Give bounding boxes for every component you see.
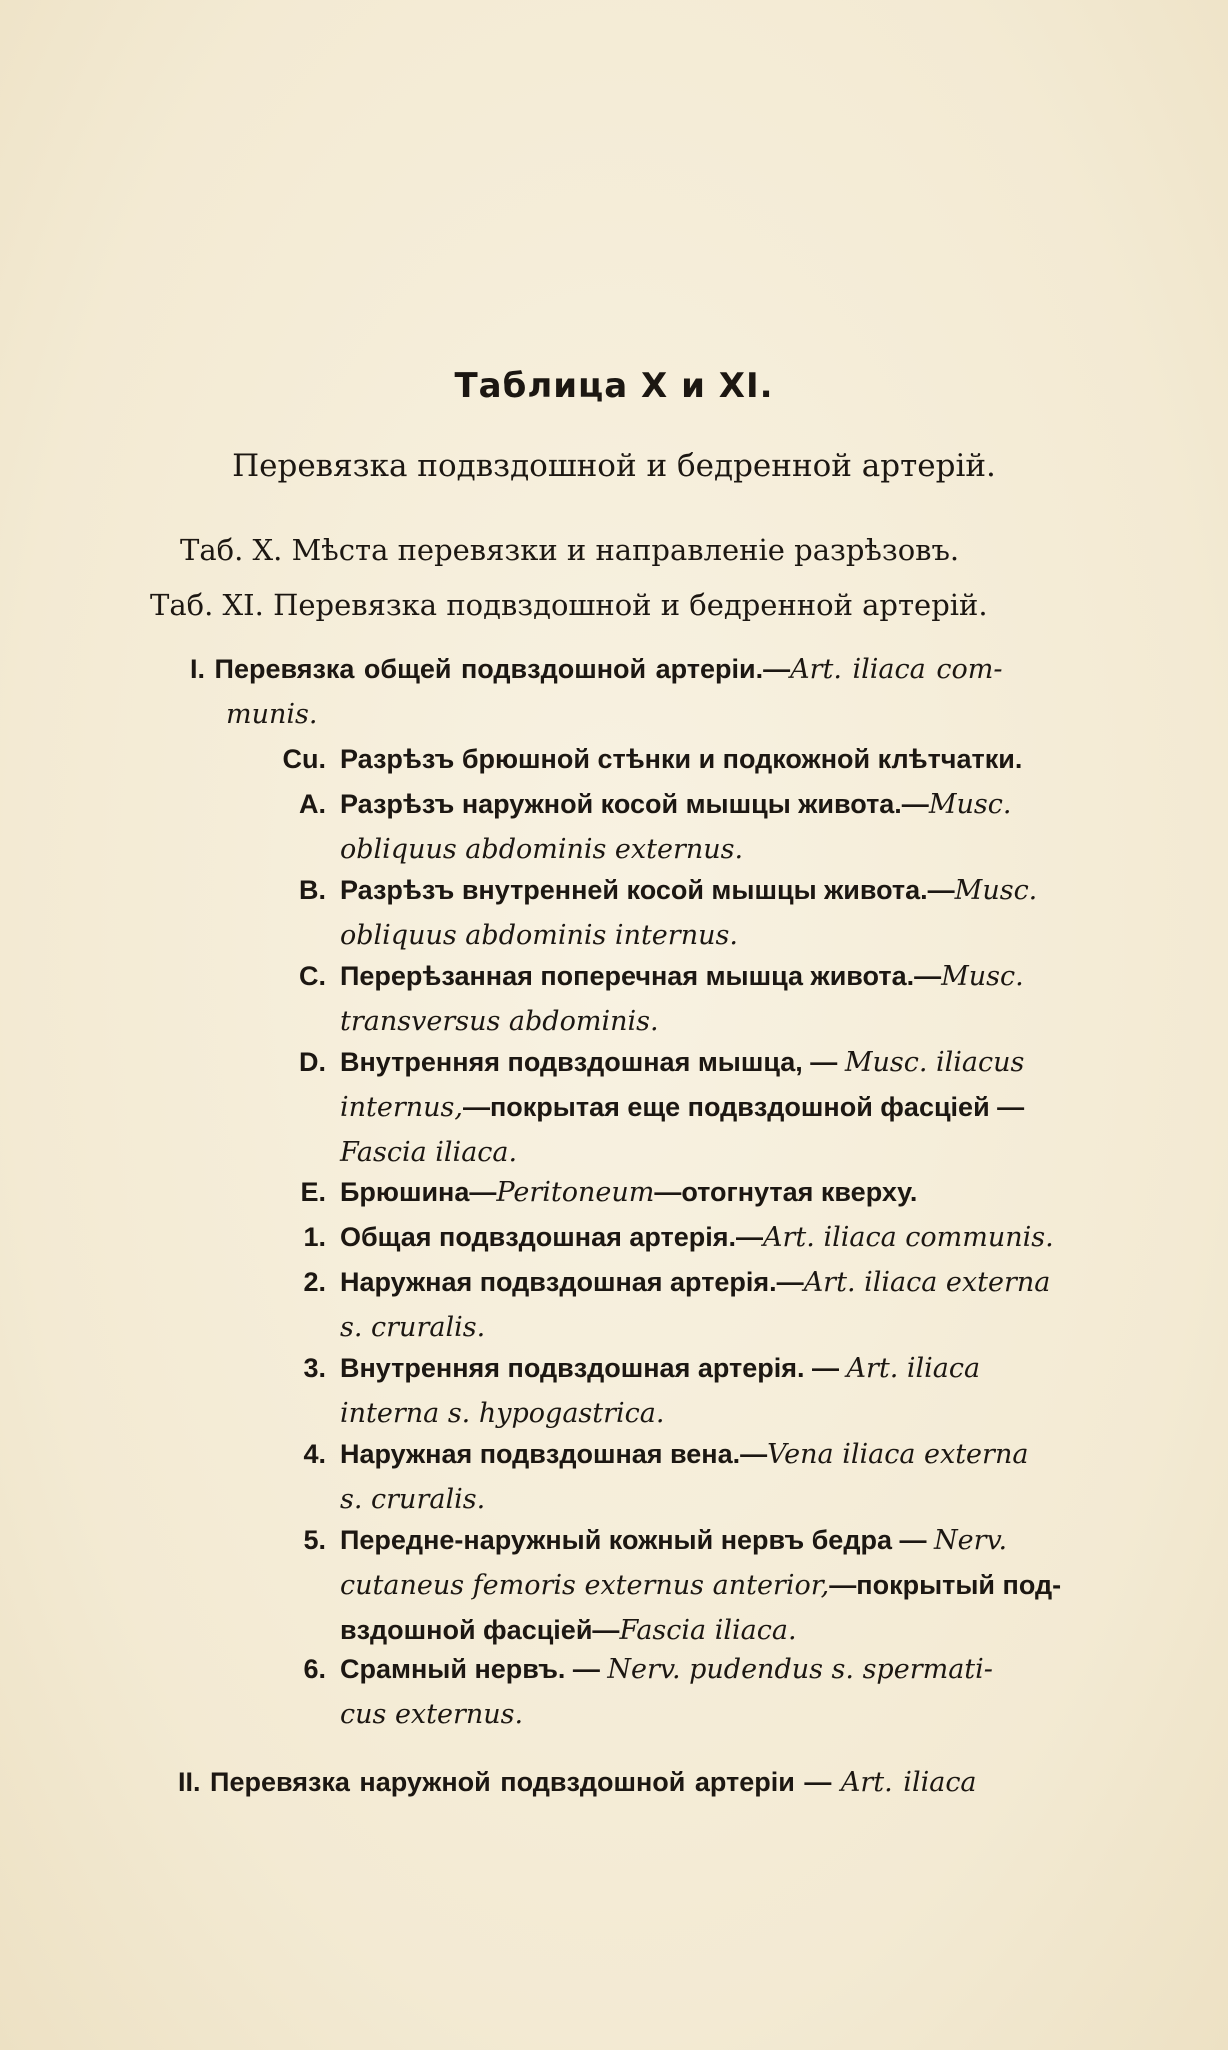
legend-item-text (340, 1518, 1080, 1653)
russian-text: Наружная подвздошная артерія.— (340, 1267, 804, 1297)
latin-term: obliquus abdominis internus. (340, 920, 738, 951)
legend-item-text (340, 737, 1080, 781)
legend-item-marker: 5. (303, 1525, 326, 1555)
section-number: II. (178, 1767, 201, 1797)
russian-text: Внутренняя подвздошная мышца, — (340, 1047, 845, 1077)
latin-term: Nerv. pudendus s. spermati- (607, 1654, 993, 1685)
text-line (340, 1692, 1080, 1737)
text-line (340, 1477, 1080, 1522)
russian-text: Наружная подвздошная вена.— (340, 1439, 768, 1469)
legend-item-marker: 4. (303, 1439, 326, 1469)
latin-term: Musc. iliacus (844, 1047, 1025, 1078)
russian-text: Внутренняя подвздошная артерія. — (340, 1353, 847, 1383)
latin-term: cus externus. (340, 1699, 524, 1730)
table-caption-xi: Таб. XI. Перевязка подвздошной и бедренной артерій. (150, 588, 988, 622)
text-line (340, 1647, 1080, 1692)
latin-term: internus, (340, 1092, 463, 1123)
section-1-heading (190, 647, 1002, 692)
latin-term: cutaneus femoris externus anterior, (340, 1570, 830, 1601)
latin-term: Art. iliaca (846, 1353, 981, 1384)
latin-term: Art. iliaca externa (803, 1267, 1051, 1298)
latin-term: transversus abdominis. (340, 1006, 659, 1037)
legend-item-text (340, 782, 1080, 872)
legend-item-marker: 2. (303, 1267, 326, 1297)
text-line (340, 1170, 1080, 1215)
latin-term: s. cruralis. (340, 1312, 486, 1343)
text-line (340, 1040, 1080, 1085)
latin-term: Musc. (941, 961, 1024, 992)
text-line (340, 1260, 1080, 1305)
latin-term: Fascia iliaca. (619, 1615, 797, 1646)
text-line (340, 1085, 1080, 1130)
legend-item-text (340, 954, 1080, 1044)
page-title: Таблица X и XI. (454, 366, 774, 406)
section-latin-cont: munis. (226, 699, 318, 730)
russian-text: Разрѣзъ брюшной стѣнки и подкожной клѣтчатки. (340, 744, 1023, 774)
legend-item-marker: Cu. (282, 744, 326, 774)
legend-item-marker: 3. (303, 1353, 326, 1383)
page-subtitle: Перевязка подвздошной и бедренной артерій. (232, 448, 996, 484)
text-line (340, 954, 1080, 999)
text-line (340, 737, 1080, 781)
text-line (340, 1215, 1080, 1260)
section-1-heading-cont (226, 692, 317, 737)
section-latin: Art. iliaca (840, 1767, 977, 1798)
text-line (340, 1305, 1080, 1350)
latin-term: interna s. hypogastrica. (340, 1398, 665, 1429)
latin-term: Art. iliaca communis. (763, 1222, 1054, 1253)
text-line (340, 868, 1080, 913)
legend-item-marker: A. (299, 789, 326, 819)
legend-item-text (340, 1432, 1080, 1522)
russian-text: Срамный нервъ. — (340, 1654, 608, 1684)
text-line (340, 1130, 1080, 1175)
legend-item-text (340, 1647, 1080, 1737)
latin-term: obliquus abdominis externus. (340, 834, 744, 865)
text-line (340, 1391, 1080, 1436)
legend-item-text (340, 1260, 1080, 1350)
section-latin: Art. iliaca com- (790, 654, 1003, 685)
text-line (340, 1563, 1080, 1608)
text-line (340, 913, 1080, 958)
section-2-heading (178, 1760, 977, 1805)
latin-term: Musc. (928, 789, 1012, 820)
legend-item-marker: E. (300, 1177, 326, 1207)
russian-text: —отогнутая кверху. (654, 1177, 918, 1207)
section-number: I. (190, 654, 206, 684)
section-text: Перевязка наружной подвздошной артеріи — (210, 1767, 841, 1797)
legend-item-marker: 1. (303, 1222, 326, 1252)
latin-term: Peritoneum (496, 1177, 655, 1208)
legend-item-marker: 6. (303, 1654, 326, 1684)
legend-item-text (340, 1346, 1080, 1436)
legend-item-marker: B. (299, 875, 326, 905)
russian-text: Брюшина— (340, 1177, 497, 1207)
text-line (340, 782, 1080, 827)
russian-text: —покрытый под- (829, 1570, 1062, 1600)
legend-item-text (340, 1215, 1080, 1260)
text-line (340, 1432, 1080, 1477)
legend-item-marker: D. (299, 1047, 326, 1077)
table-caption-x: Таб. X. Мѣста перевязки и направленіе разрѣзовъ. (180, 533, 960, 567)
latin-term: Musc. (954, 875, 1038, 906)
russian-text: Передне-наружный кожный нервъ бедра — (340, 1525, 934, 1555)
russian-text: Перерѣзанная поперечная мышца живота.— (340, 961, 942, 991)
text-line (340, 1518, 1080, 1563)
russian-text: Разрѣзъ внутренней косой мышцы живота.— (340, 875, 955, 905)
legend-item-text (340, 868, 1080, 958)
russian-text: вздошной фасціей— (340, 1615, 620, 1645)
latin-term: s. cruralis. (340, 1484, 486, 1515)
latin-term: Fascia iliaca. (340, 1137, 518, 1168)
legend-item-text (340, 1040, 1080, 1175)
legend-item-marker: C. (299, 961, 326, 991)
text-line (340, 827, 1080, 872)
russian-text: Общая подвздошная артерія.— (340, 1222, 764, 1252)
latin-term: Nerv. (933, 1525, 1008, 1556)
russian-text: —покрытая еще подвздошной фасціей — (462, 1092, 1025, 1122)
latin-term: Vena iliaca externa (767, 1439, 1029, 1470)
text-line (340, 1346, 1080, 1391)
russian-text: Разрѣзъ наружной косой мышцы живота.— (340, 789, 929, 819)
section-text: Перевязка общей подвздошной артеріи.— (214, 654, 791, 684)
legend-item-text (340, 1170, 1080, 1215)
text-line (340, 999, 1080, 1044)
